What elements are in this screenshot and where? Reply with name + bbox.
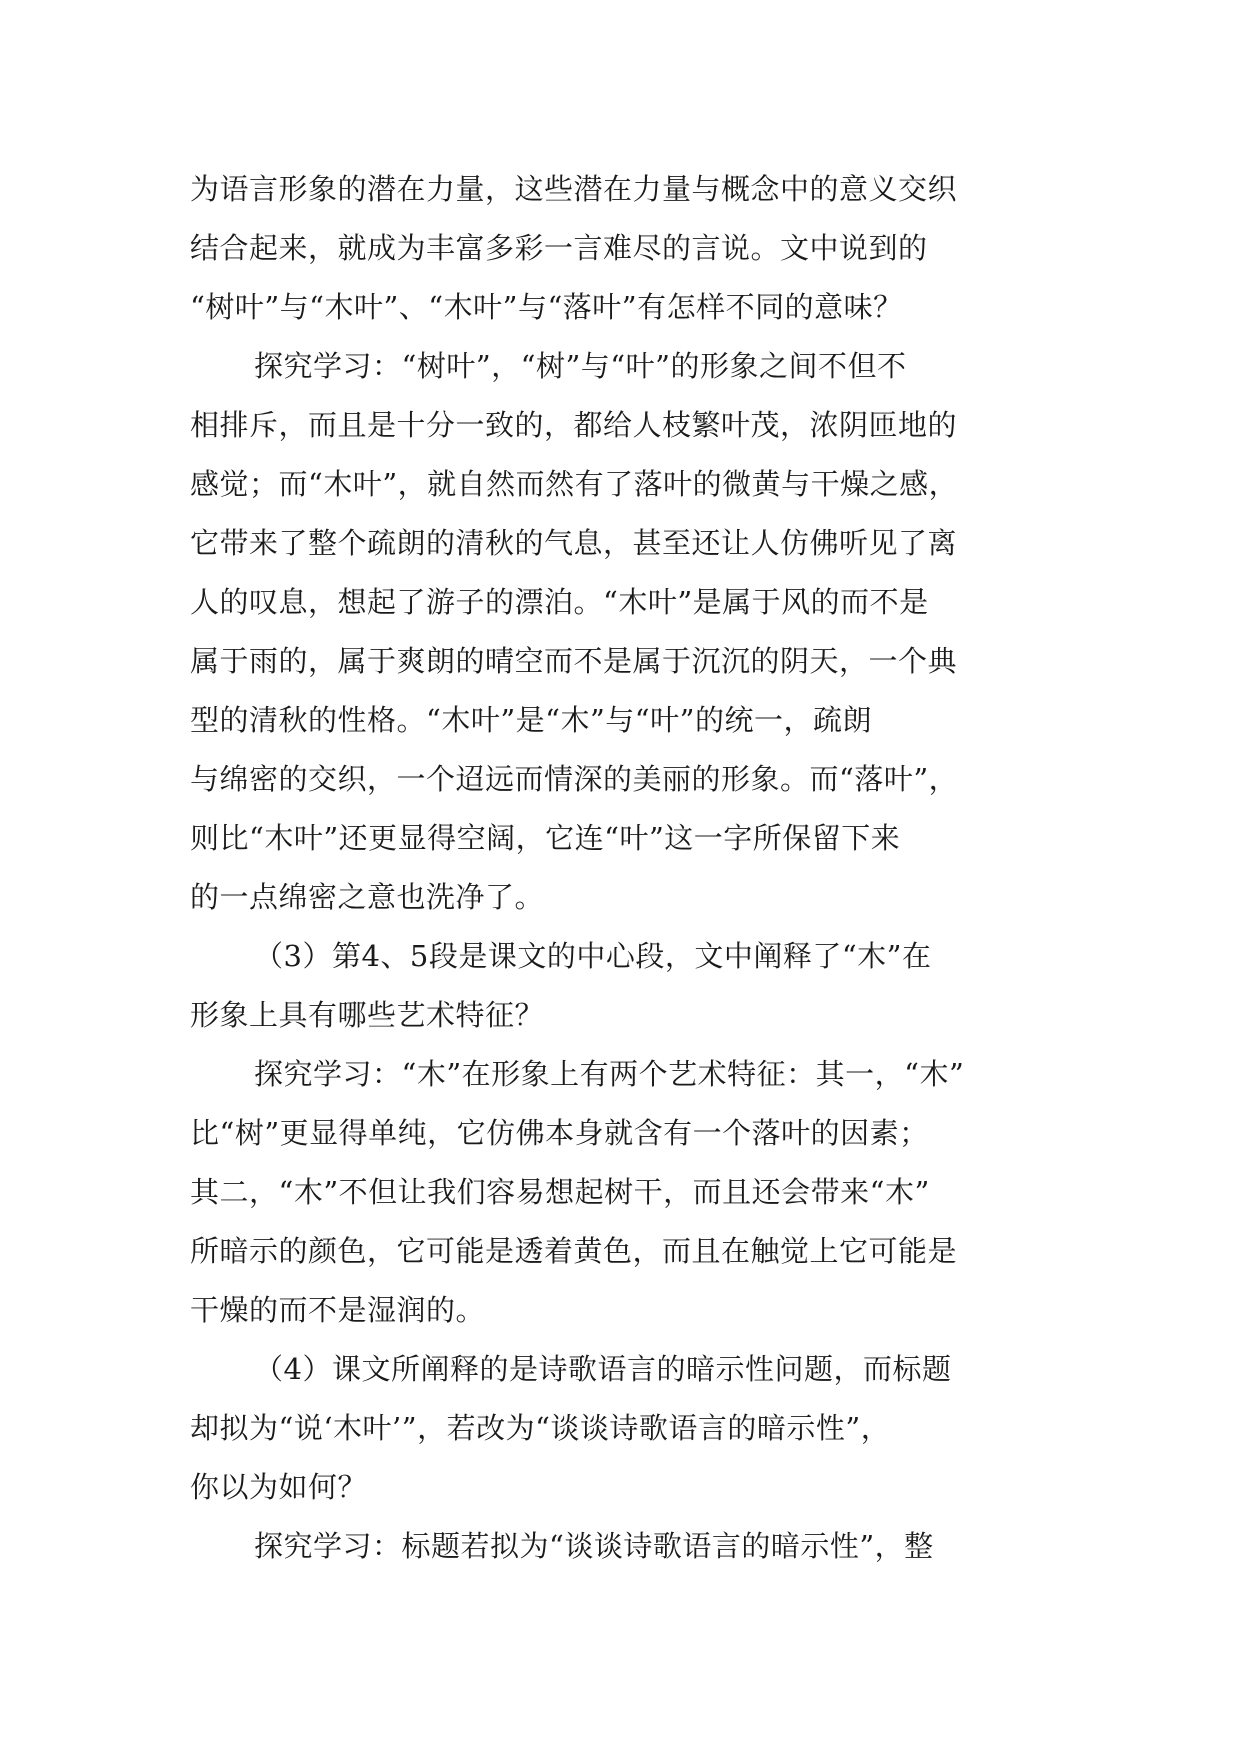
text-line: 所暗示的颜色，它可能是透着黄色，而且在触觉上它可能是	[190, 1234, 958, 1268]
text-line: 它带来了整个疏朗的清秋的气息，甚至还让人仿佛听见了离	[190, 526, 958, 560]
text-line: 结合起来，就成为丰富多彩一言难尽的言说。文中说到的	[190, 231, 928, 265]
text-line: 则比“木叶”还更显得空阔，它连“叶”这一字所保留下来	[190, 821, 901, 855]
text-line: 探究学习：“树叶”，“树”与“叶”的形象之间不但不	[254, 349, 907, 383]
text-line: 你以为如何？	[190, 1470, 368, 1504]
text-line: （4）课文所阐释的是诗歌语言的暗示性问题，而标题	[254, 1352, 952, 1386]
text-line: 与绵密的交织，一个迢远而情深的美丽的形象。而“落叶”，	[190, 762, 959, 796]
text-line: 却拟为“说‘木叶’”，若改为“谈谈诗歌语言的暗示性”，	[190, 1411, 891, 1445]
text-line: 比“树”更显得单纯，它仿佛本身就含有一个落叶的因素；	[190, 1116, 929, 1150]
text-line: 探究学习：标题若拟为“谈谈诗歌语言的暗示性”，整	[254, 1529, 934, 1563]
text-line: （3）第4、5段是课文的中心段，文中阐释了“木”在	[254, 939, 932, 973]
text-line: 人的叹息，想起了游子的漂泊。“木叶”是属于风的而不是	[190, 585, 929, 619]
text-line: 型的清秋的性格。“木叶”是“木”与“叶”的统一，疏朗	[190, 703, 872, 737]
text-line: 形象上具有哪些艺术特征？	[190, 998, 545, 1032]
body-text	[190, 160, 1065, 1576]
text-line: “树叶”与“木叶”、“木叶”与“落叶”有怎样不同的意味？	[190, 290, 903, 324]
text-line: 其二，“木”不但让我们容易想起树干，而且还会带来“木”	[190, 1175, 930, 1209]
text-line: 属于雨的，属于爽朗的晴空而不是属于沉沉的阴天，一个典	[190, 644, 958, 678]
text-line: 感觉；而“木叶”，就自然而然有了落叶的微黄与干燥之感，	[190, 467, 959, 501]
text-line: 为语言形象的潜在力量，这些潜在力量与概念中的意义交织	[190, 172, 958, 206]
text-line: 的一点绵密之意也洗净了。	[190, 880, 545, 914]
text-line: 干燥的而不是湿润的。	[190, 1293, 486, 1327]
text-line: 探究学习：“木”在形象上有两个艺术特征：其一，“木”	[254, 1057, 965, 1091]
text-line: 相排斥，而且是十分一致的，都给人枝繁叶茂，浓阴匝地的	[190, 408, 958, 442]
